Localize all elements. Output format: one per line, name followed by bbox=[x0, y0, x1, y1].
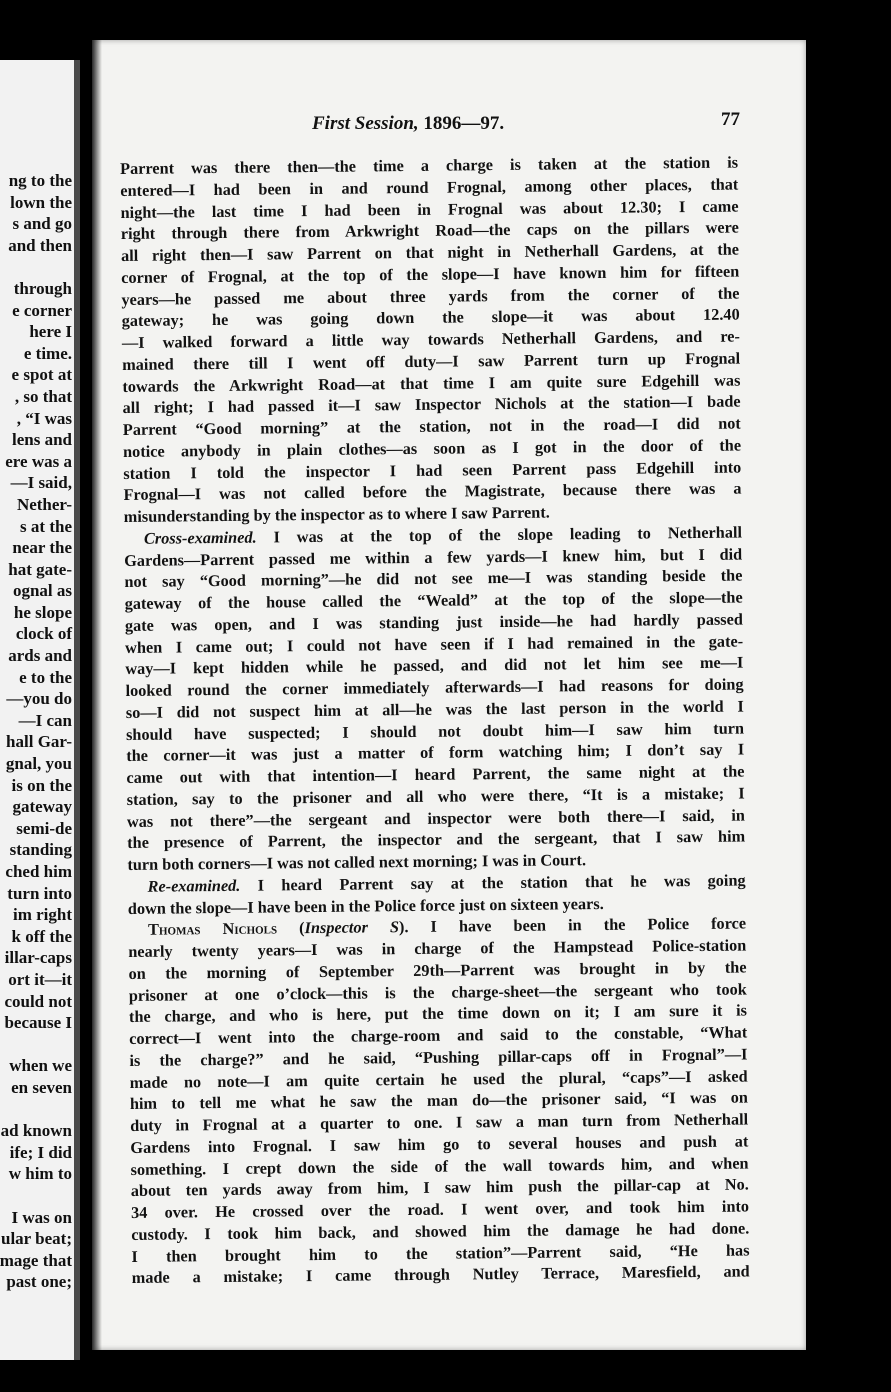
book-gutter bbox=[74, 60, 80, 1360]
text-line: gateway; he was going down the slope—it was about 12.40 bbox=[121, 304, 740, 331]
facing-page-line: ched him bbox=[5, 862, 72, 881]
witness-rank: Inspector S bbox=[304, 917, 400, 938]
text-line: not say “Good morning”—he did not see me—I was standing beside the bbox=[124, 565, 743, 592]
text-line: duty in Frognal at a quarter to one. I saw a man turn from Netherhall bbox=[130, 1109, 749, 1135]
text-line: station, say to the prisoner and all who were there, “It is a mistake; I bbox=[126, 783, 745, 809]
facing-page-text bbox=[0, 170, 72, 1293]
facing-page-line: e corner bbox=[12, 300, 72, 320]
facing-page-line: —I can bbox=[18, 710, 72, 730]
facing-page-line: e to the bbox=[19, 667, 72, 687]
facing-page-line: ular beat; bbox=[1, 1229, 72, 1249]
facing-page-line: when we bbox=[9, 1056, 72, 1076]
session-title: First Session, 1896—97. bbox=[312, 113, 505, 134]
facing-page-line: could not bbox=[4, 991, 72, 1011]
text-line: so—I did not suspect him at all—he was the last person in the world I bbox=[125, 696, 744, 722]
facing-page-line: e spot at bbox=[11, 365, 72, 385]
text-line: came out with that intention—I heard Parrent, the same night at the bbox=[126, 761, 745, 787]
book-page bbox=[92, 40, 806, 1350]
text-line: should have suspected; I should not doubt him—I saw him turn bbox=[125, 717, 745, 744]
facing-page-line: Nether- bbox=[16, 494, 72, 514]
text-line: the corner—it was just a matter of form watching him; I don’t say I bbox=[126, 739, 745, 766]
text-line: right through there from Arkwright Road—the caps on the pillars were bbox=[120, 217, 739, 244]
text-line: the presence of Parrent, the inspector and the sergeant, that I saw him bbox=[127, 826, 746, 853]
facing-page-line: mage that bbox=[0, 1250, 72, 1270]
facing-page-line: hall Gar- bbox=[6, 732, 72, 752]
transcript-body bbox=[120, 152, 750, 1289]
facing-page-line: gnal, you bbox=[5, 754, 72, 774]
facing-page-line: , so that bbox=[14, 386, 72, 406]
facing-page-line: ad known bbox=[0, 1121, 72, 1141]
text-line: Parrent “Good morning” at the station, not in the road—I did not bbox=[122, 413, 741, 439]
text-line: Parrent was there then—the time a charge is taken at the station is bbox=[120, 152, 739, 178]
text-line: Gardens—Parrent passed me within a few yards—I knew him, but I did bbox=[124, 544, 743, 570]
facing-page-line: —I said, bbox=[10, 473, 72, 493]
text-line: towards the Arkwright Road—at that time I am quite sure Edgehill was bbox=[122, 370, 741, 396]
text-line: station I told the inspector I had seen Parrent pass Edgehill into bbox=[123, 457, 742, 483]
text-line: gate was open, and I was standing just inside—he had hardly passed bbox=[124, 609, 743, 635]
facing-page-line: , “I was bbox=[16, 408, 72, 428]
text-line: way—I kept hidden while he passed, and did not let him see me—I bbox=[125, 652, 744, 679]
facing-page-line: ards and bbox=[8, 646, 72, 666]
facing-page-line: lown the bbox=[10, 192, 72, 212]
facing-page-line: im right bbox=[12, 905, 72, 925]
facing-page-line: hat gate- bbox=[8, 559, 72, 579]
text-line: mained there till I went off duty—I saw Parrent turn up Frognal bbox=[122, 348, 741, 374]
text-line: custody. I took him back, and showed him the damage he had done. bbox=[131, 1218, 750, 1244]
facing-page-line: e time. bbox=[23, 343, 72, 363]
facing-page-line: ere was a bbox=[5, 451, 72, 471]
text-line: him to tell me what he saw the man do—the prisoner said, “I was on bbox=[129, 1087, 748, 1114]
facing-page-line: lens and bbox=[12, 430, 72, 450]
text-line: made no note—I am quite certain he used the plural, “caps”—I asked bbox=[129, 1065, 748, 1092]
paragraph-cross-examined: Cross-examined. I was at the top of the slope leading to Netherhall bbox=[143, 522, 743, 548]
paragraph-re-examined: Re-examined. I heard Parrent say at the station that he was going bbox=[147, 870, 746, 896]
facing-page-line: ognal as bbox=[12, 581, 72, 601]
text-line: nearly twenty years—I was in charge of the Hampstead Police-station bbox=[128, 935, 747, 961]
text-line: something. I crept down the side of the wall towards him, and when bbox=[130, 1152, 749, 1179]
facing-page-line: standing bbox=[9, 840, 72, 860]
facing-page-line: k off the bbox=[11, 926, 72, 946]
facing-page-line: —you do bbox=[6, 689, 72, 709]
facing-page-line: is on the bbox=[11, 775, 72, 795]
facing-page-line: and then bbox=[8, 235, 72, 255]
facing-page-line: en seven bbox=[11, 1077, 72, 1097]
text-line: made a mistake; I came through Nutley Terrace, Maresfield, and bbox=[131, 1261, 750, 1288]
paragraph-witness-nichols: Thomas Nichols (Inspector S). I have been in the Police force bbox=[147, 913, 747, 939]
text-line: is the charge?” and he said, “Pushing pillar-caps off in Frognal”—I bbox=[129, 1044, 748, 1070]
text-line: years—he passed me about three yards from the corner of the bbox=[121, 283, 740, 309]
facing-page-line: because I bbox=[4, 1013, 72, 1033]
facing-page-line: past one; bbox=[6, 1272, 72, 1292]
text-line: misunderstanding by the inspector as to where I saw Parrent. bbox=[123, 502, 550, 526]
text-line: was not there”—the sergeant and inspector were both there—I said, in bbox=[126, 804, 746, 831]
facing-page-fragment bbox=[0, 60, 80, 1360]
text-line: down the slope—I have been in the Police force just on sixteen years. bbox=[127, 893, 604, 918]
facing-page-line: through bbox=[13, 278, 72, 298]
text-line: —I walked forward a little way towards Netherhall Gardens, and re- bbox=[121, 326, 740, 352]
text-line: 34 over. He crossed over the road. I went over, and took him into bbox=[130, 1196, 750, 1222]
facing-page-line: illar-caps bbox=[4, 948, 72, 968]
text-line: corner of Frognal, at the top of the slope—I have known him for fifteen bbox=[121, 261, 740, 287]
facing-page-line: semi-de bbox=[16, 818, 72, 838]
re-examined-label: Re-examined. bbox=[147, 875, 241, 896]
running-header bbox=[92, 109, 806, 137]
text-line: turn both corners—I was not called next morning; I was in Court. bbox=[127, 850, 587, 874]
text-line: notice anybody in plain clothes—as soon as I got in the door of the bbox=[122, 435, 742, 461]
text-line: I then brought him to the station”—Parrent said, “He has bbox=[131, 1239, 750, 1266]
text-line: about ten yards away from him, I saw him push the pillar-cap at No. bbox=[130, 1174, 749, 1201]
facing-page-line: ife; I did bbox=[9, 1142, 72, 1162]
facing-page-line: gateway bbox=[12, 797, 72, 817]
facing-page-line: s at the bbox=[20, 516, 72, 536]
facing-page-line: turn into bbox=[7, 883, 72, 903]
cross-examined-label: Cross-examined. bbox=[143, 527, 257, 548]
text-line: looked round the corner immediately afterwards—I had reasons for doing bbox=[125, 674, 744, 700]
facing-page-line: he slope bbox=[13, 602, 72, 622]
text-line: night—the last time I had been in Frognal was about 12.30; I came bbox=[120, 196, 739, 222]
text-line: the charge, and who is here, put the time down on it; I am sure it is bbox=[128, 1000, 748, 1027]
witness-name: Thomas Nichols bbox=[147, 918, 278, 939]
facing-page-line: near the bbox=[12, 538, 72, 558]
text-line: correct—I went into the charge-room and said to the constable, “What bbox=[129, 1022, 748, 1048]
text-line: prisoner at one o’clock—this is the charge-sheet—the sergeant who took bbox=[128, 978, 747, 1005]
facing-page-line: ort it—it bbox=[8, 969, 72, 989]
text-line: when I came out; I could not have seen if I had remained in the gate- bbox=[125, 631, 744, 657]
text-line: on the morning of September 29th—Parrent was brought in by the bbox=[128, 957, 747, 983]
facing-page-line: s and go bbox=[12, 214, 72, 234]
text-line: Frognal—I was not called before the Magistrate, because there was a bbox=[123, 478, 742, 505]
text-line: gateway of the house called the “Weald” at the top of the slope—the bbox=[124, 587, 743, 613]
text-line: Gardens into Frognal. I saw him go to several houses and push at bbox=[130, 1131, 749, 1157]
text-line: all right; I had passed it—I saw Inspector Nichols at the station—I bade bbox=[122, 391, 741, 418]
page-number: 77 bbox=[721, 109, 740, 130]
text-line: entered—I had been in and round Frognal, among other places, that bbox=[120, 174, 739, 200]
facing-page-line: here I bbox=[29, 322, 72, 342]
text-line: all right then—I saw Parrent on that night in Netherhall Gardens, at the bbox=[120, 239, 740, 265]
facing-page-line: clock of bbox=[15, 624, 72, 644]
facing-page-line: ng to the bbox=[8, 171, 72, 190]
facing-page-line: I was on bbox=[11, 1207, 72, 1227]
facing-page-line: w him to bbox=[8, 1164, 72, 1184]
